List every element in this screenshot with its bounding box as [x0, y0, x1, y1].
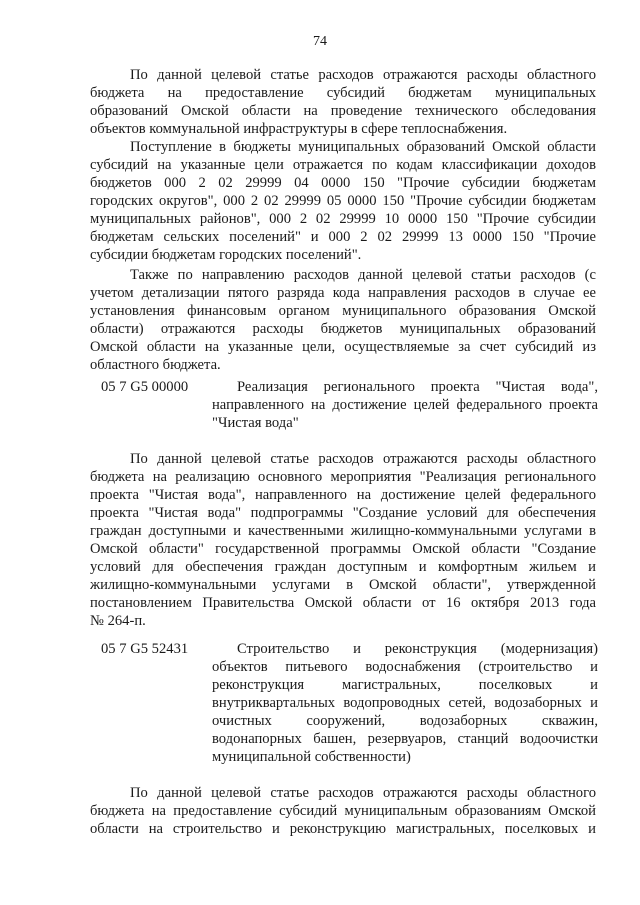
text-line: установления финансовым органом муниципального образования Омской [90, 303, 596, 319]
text-line: образований Омской области на проведение технического обследования [90, 103, 596, 119]
entry-title-line: объектов питьевого водоснабжения (строительство и [212, 659, 598, 675]
text-line: По данной целевой статье расходов отражаются расходы областного [130, 785, 596, 801]
text-line: По данной целевой статье расходов отражаются расходы областного [130, 451, 596, 467]
text-line: областного бюджета. [90, 357, 221, 373]
text-line: постановлением Правительства Омской области от 16 октября 2013 года [90, 595, 596, 611]
text-line: Омской области на указанные цели, осуществляемые за счет субсидий из [90, 339, 596, 355]
text-line: субсидий на указанные цели отражается по кодам классификации доходов [90, 157, 596, 173]
text-line: бюджетам сельских поселений" и 000 2 02 29999 13 0000 150 "Прочие [90, 229, 596, 245]
text-line: проекта "Чистая вода" подпрограммы "Создание условий для обеспечения [90, 505, 596, 521]
text-line: бюджетов 000 2 02 29999 04 0000 150 "Прочие субсидии бюджетам [90, 175, 596, 191]
text-line: объектов коммунальной инфраструктуры в сфере теплоснабжения. [90, 121, 508, 137]
text-line: Также по направлению расходов данной целевой статьи расходов (с [130, 267, 596, 283]
classification-code: 05 7 G5 52431 [101, 641, 189, 657]
entry-title-line: муниципальной собственности) [212, 749, 411, 765]
text-line: проекта "Чистая вода", направленного на достижение целей федерального [90, 487, 596, 503]
text-line: условий для обеспечения граждан доступным и комфортным жильем и [90, 559, 596, 575]
text-line: № 264-п. [90, 613, 146, 629]
text-line: жилищно-коммунальными услугами в Омской области", утвержденной [90, 577, 596, 593]
text-line: субсидии бюджетам городских поселений". [90, 247, 362, 263]
text-line: учетом детализации пятого разряда кода направления расходов в случае ее [90, 285, 596, 301]
text-line: области на строительство и реконструкцию магистральных, поселковых и [90, 821, 596, 837]
entry-title-line: Строительство и реконструкция (модернизация) [237, 641, 598, 657]
text-line: области) отражаются расходы бюджетов муниципальных образований [90, 321, 596, 337]
text-line: граждан доступными и качественными жилищно-коммунальными услугами в [90, 523, 596, 539]
text-line: По данной целевой статье расходов отражаются расходы областного [130, 67, 596, 83]
page-number: 74 [313, 34, 327, 49]
text-line: Поступление в бюджеты муниципальных образований Омской области [130, 139, 596, 155]
text-line: Омской области" государственной программы Омской области "Создание [90, 541, 596, 557]
text-line: городских округов", 000 2 02 29999 05 0000 150 "Прочие субсидии бюджетам [90, 193, 596, 209]
entry-title-line: очистных сооружений, водозаборных скважин, [212, 713, 598, 729]
entry-title-line: направленного на достижение целей федерального проекта [212, 397, 598, 413]
entry-title-line: внутриквартальных водопроводных сетей, водозаборных и [212, 695, 598, 711]
entry-title-line: "Чистая вода" [212, 415, 299, 431]
text-line: муниципальных районов", 000 2 02 29999 10 0000 150 "Прочие субсидии [90, 211, 596, 227]
text-line: бюджета на реализацию основного мероприятия "Реализация регионального [90, 469, 596, 485]
entry-title-line: реконструкция магистральных, поселковых и [212, 677, 598, 693]
classification-code: 05 7 G5 00000 [101, 379, 189, 395]
text-line: бюджета на предоставление субсидий бюджетам муниципальных [90, 85, 596, 101]
entry-title-line: водонапорных башен, резервуаров, станций водоочистки [212, 731, 598, 747]
entry-title-line: Реализация регионального проекта "Чистая вода", [237, 379, 598, 395]
text-line: бюджета на предоставление субсидий муниципальным образованиям Омской [90, 803, 596, 819]
